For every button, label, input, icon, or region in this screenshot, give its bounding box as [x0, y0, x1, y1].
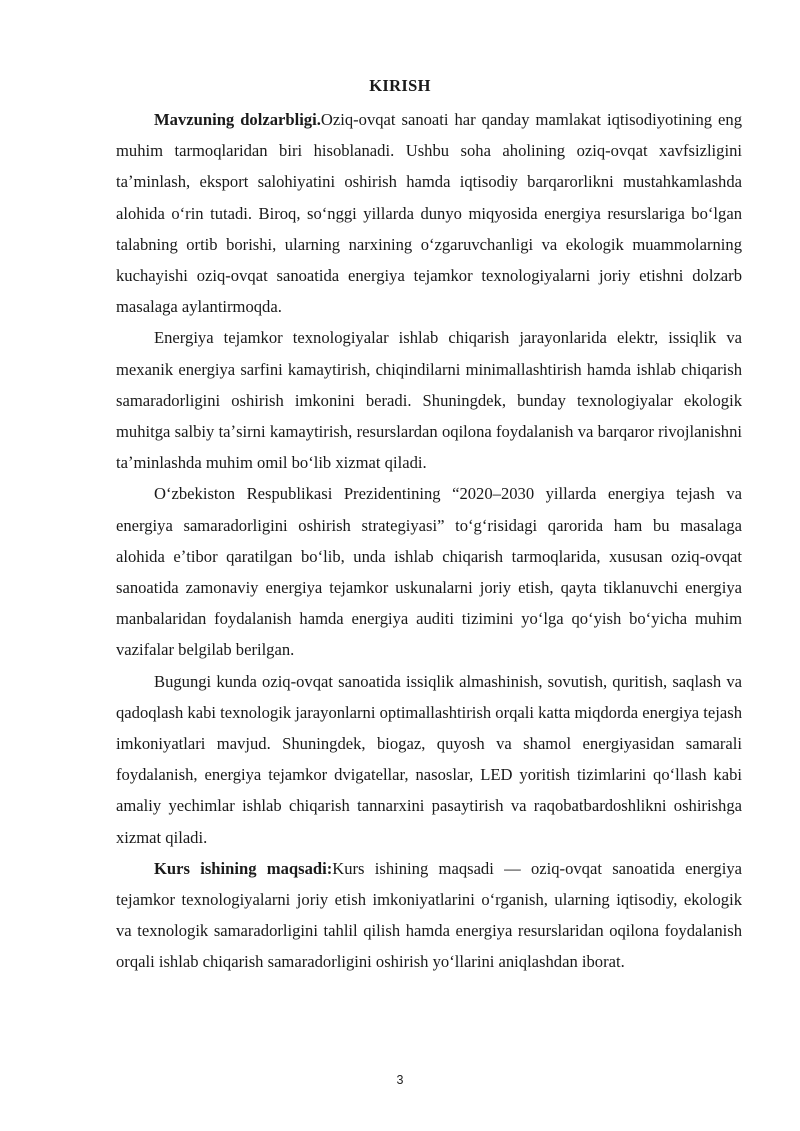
page-title: KIRISH: [369, 76, 431, 95]
paragraph-text: Oʻzbekiston Respublikasi Prezidentining “2020–2030 yillarda energiya tejash va energiya samaradorligini oshirish strategiyasi” toʻgʻrisidagi qarorida ham bu masalaga alohida eʼtibor qaratilgan boʻlib, unda ishlab chiqarish tarmoqlarida, xususan oziq-ovqat sanoatida zamonaviy energiya tejamkor uskunalarni joriy etish, qayta tiklanuvchi energiya manbalaridan foydalanish hamda energiya auditi tizimini yoʻlga qoʻyish boʻyicha muhim vazifalar belgilab berilgan.: [116, 484, 742, 660]
paragraph-relevance: [116, 104, 742, 322]
paragraph-text: Kurs ishining maqsadi — oziq-ovqat sanoatida energiya tejamkor texnologiyalarni joriy etish imkoniyatlarini oʻrganish, ularning iqtisodiy, ekologik va texnologik samaradorligini tahlil qilish hamda energiya resurslaridan oqilona foydalanish orqali ishlab chiqarish samaradorligini oshirish yoʻllarini aniqlashdan iborat.: [116, 858, 742, 972]
paragraph-lead: Kurs ishining maqsadi:: [154, 858, 333, 878]
page-number: 3: [396, 1073, 404, 1087]
document-body: [116, 104, 742, 978]
paragraph-technologies: [116, 322, 742, 478]
paragraph-goal: [116, 853, 742, 978]
paragraph-text: Energiya tejamkor texnologiyalar ishlab chiqarish jarayonlarida elektr, issiqlik va mexanik energiya sarfini kamaytirish, chiqindilarni minimallashtirish hamda ishlab chiqarish samaradorligini oshirish imkonini beradi. Shuningdek, bunday texnologiyalar ekologik muhitga salbiy taʼsirni kamaytirish, resurslardan oqilona foydalanish va barqaror rivojlanishni taʼminlashda muhim omil boʻlib xizmat qiladi.: [116, 328, 742, 473]
paragraph-text: Oziq-ovqat sanoati har qanday mamlakat iqtisodiyotining eng muhim tarmoqlaridan biri hisoblanadi. Ushbu soha aholining oziq-ovqat xavfsizligini taʼminlash, eksport salohiyatini oshirish hamda iqtisodiy barqarorlikni mustahkamlashda alohida oʻrin tutadi. Biroq, soʻnggi yillarda dunyo miqyosida energiya resurslariga boʻlgan talabning ortib borishi, ularning narxining oʻzgaruvchanligi va ekologik muammolarning kuchayishi oziq-ovqat sanoatida energiya tejamkor texnologiyalarni joriy etishni dolzarb masalaga aylantirmoqda.: [116, 110, 743, 317]
paragraph-lead: Mavzuning dolzarbligi.: [154, 110, 321, 129]
paragraph-opportunities: [116, 666, 742, 853]
paragraph-strategy: [116, 478, 742, 665]
paragraph-text: Bugungi kunda oziq-ovqat sanoatida issiqlik almashinish, sovutish, quritish, saqlash va qadoqlash kabi texnologik jarayonlarni optimallashtirish orqali katta miqdorda energiya tejash imkoniyatlari mavjud. Shuningdek, biogaz, quyosh va shamol energiyasidan samarali foydalanish, energiya tejamkor dvigatellar, nasoslar, LED yoritish tizimlarini qoʻllash kabi amaliy yechimlar ishlab chiqarish tannarxini pasaytirish va raqobatbardoshlikni oshirishga xizmat qiladi.: [116, 671, 742, 847]
